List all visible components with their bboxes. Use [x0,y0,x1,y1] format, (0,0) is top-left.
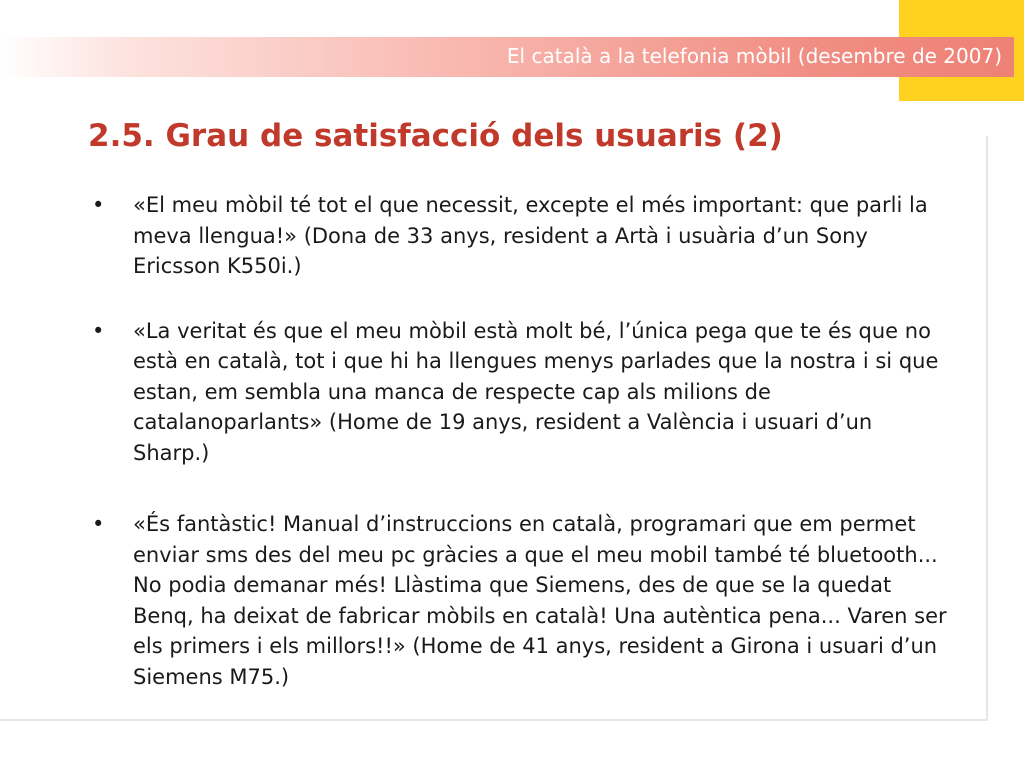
slide-title: 2.5. Grau de satisfacció dels usuaris (2) [88,118,783,154]
bullet-text: «La veritat és que el meu mòbil està molt bé, l’única pega que te és que no està en català, tot i que hi ha llengues menys parlades que la nostra i si que estan, em sembla una manca de respecte cap als milions de catalanoparlants» (Home de 19 anys, resident a València i usuari d’un Sharp.) [133,318,939,465]
bullet-item [88,316,948,469]
presentation-title: El català a la telefonia mòbil (desembre de 2007) [506,44,1002,68]
bullet-icon: • [92,318,105,343]
bullet-list [88,190,948,692]
bullet-item [88,509,948,692]
bullet-text: «El meu mòbil té tot el que necessit, excepte el més important: que parli la meva llengua!» (Dona de 33 anys, resident a Artà i usuària d’un Sony Ericsson K550i.) [133,193,928,278]
bullet-icon: • [92,193,105,217]
bullet-item [88,190,948,282]
frame-border-right [986,136,988,720]
bullet-text: «És fantàstic! Manual d’instruccions en català, programari que em permet enviar sms des del meu pc gràcies a que el meu mobil també té bluetooth... No podia demanar més! Llàstima que Siemens, des de que se la quedat Benq, ha deixat de fabricar mòbils en català! Una autèntica pena... Varen ser els primers i els millors!!» (Home de 41 anys, resident a Girona i usuari d’un Siemens M75.) [133,512,947,689]
bullet-icon: • [92,512,105,536]
frame-border-bottom [0,719,988,721]
header-band [0,37,1014,77]
